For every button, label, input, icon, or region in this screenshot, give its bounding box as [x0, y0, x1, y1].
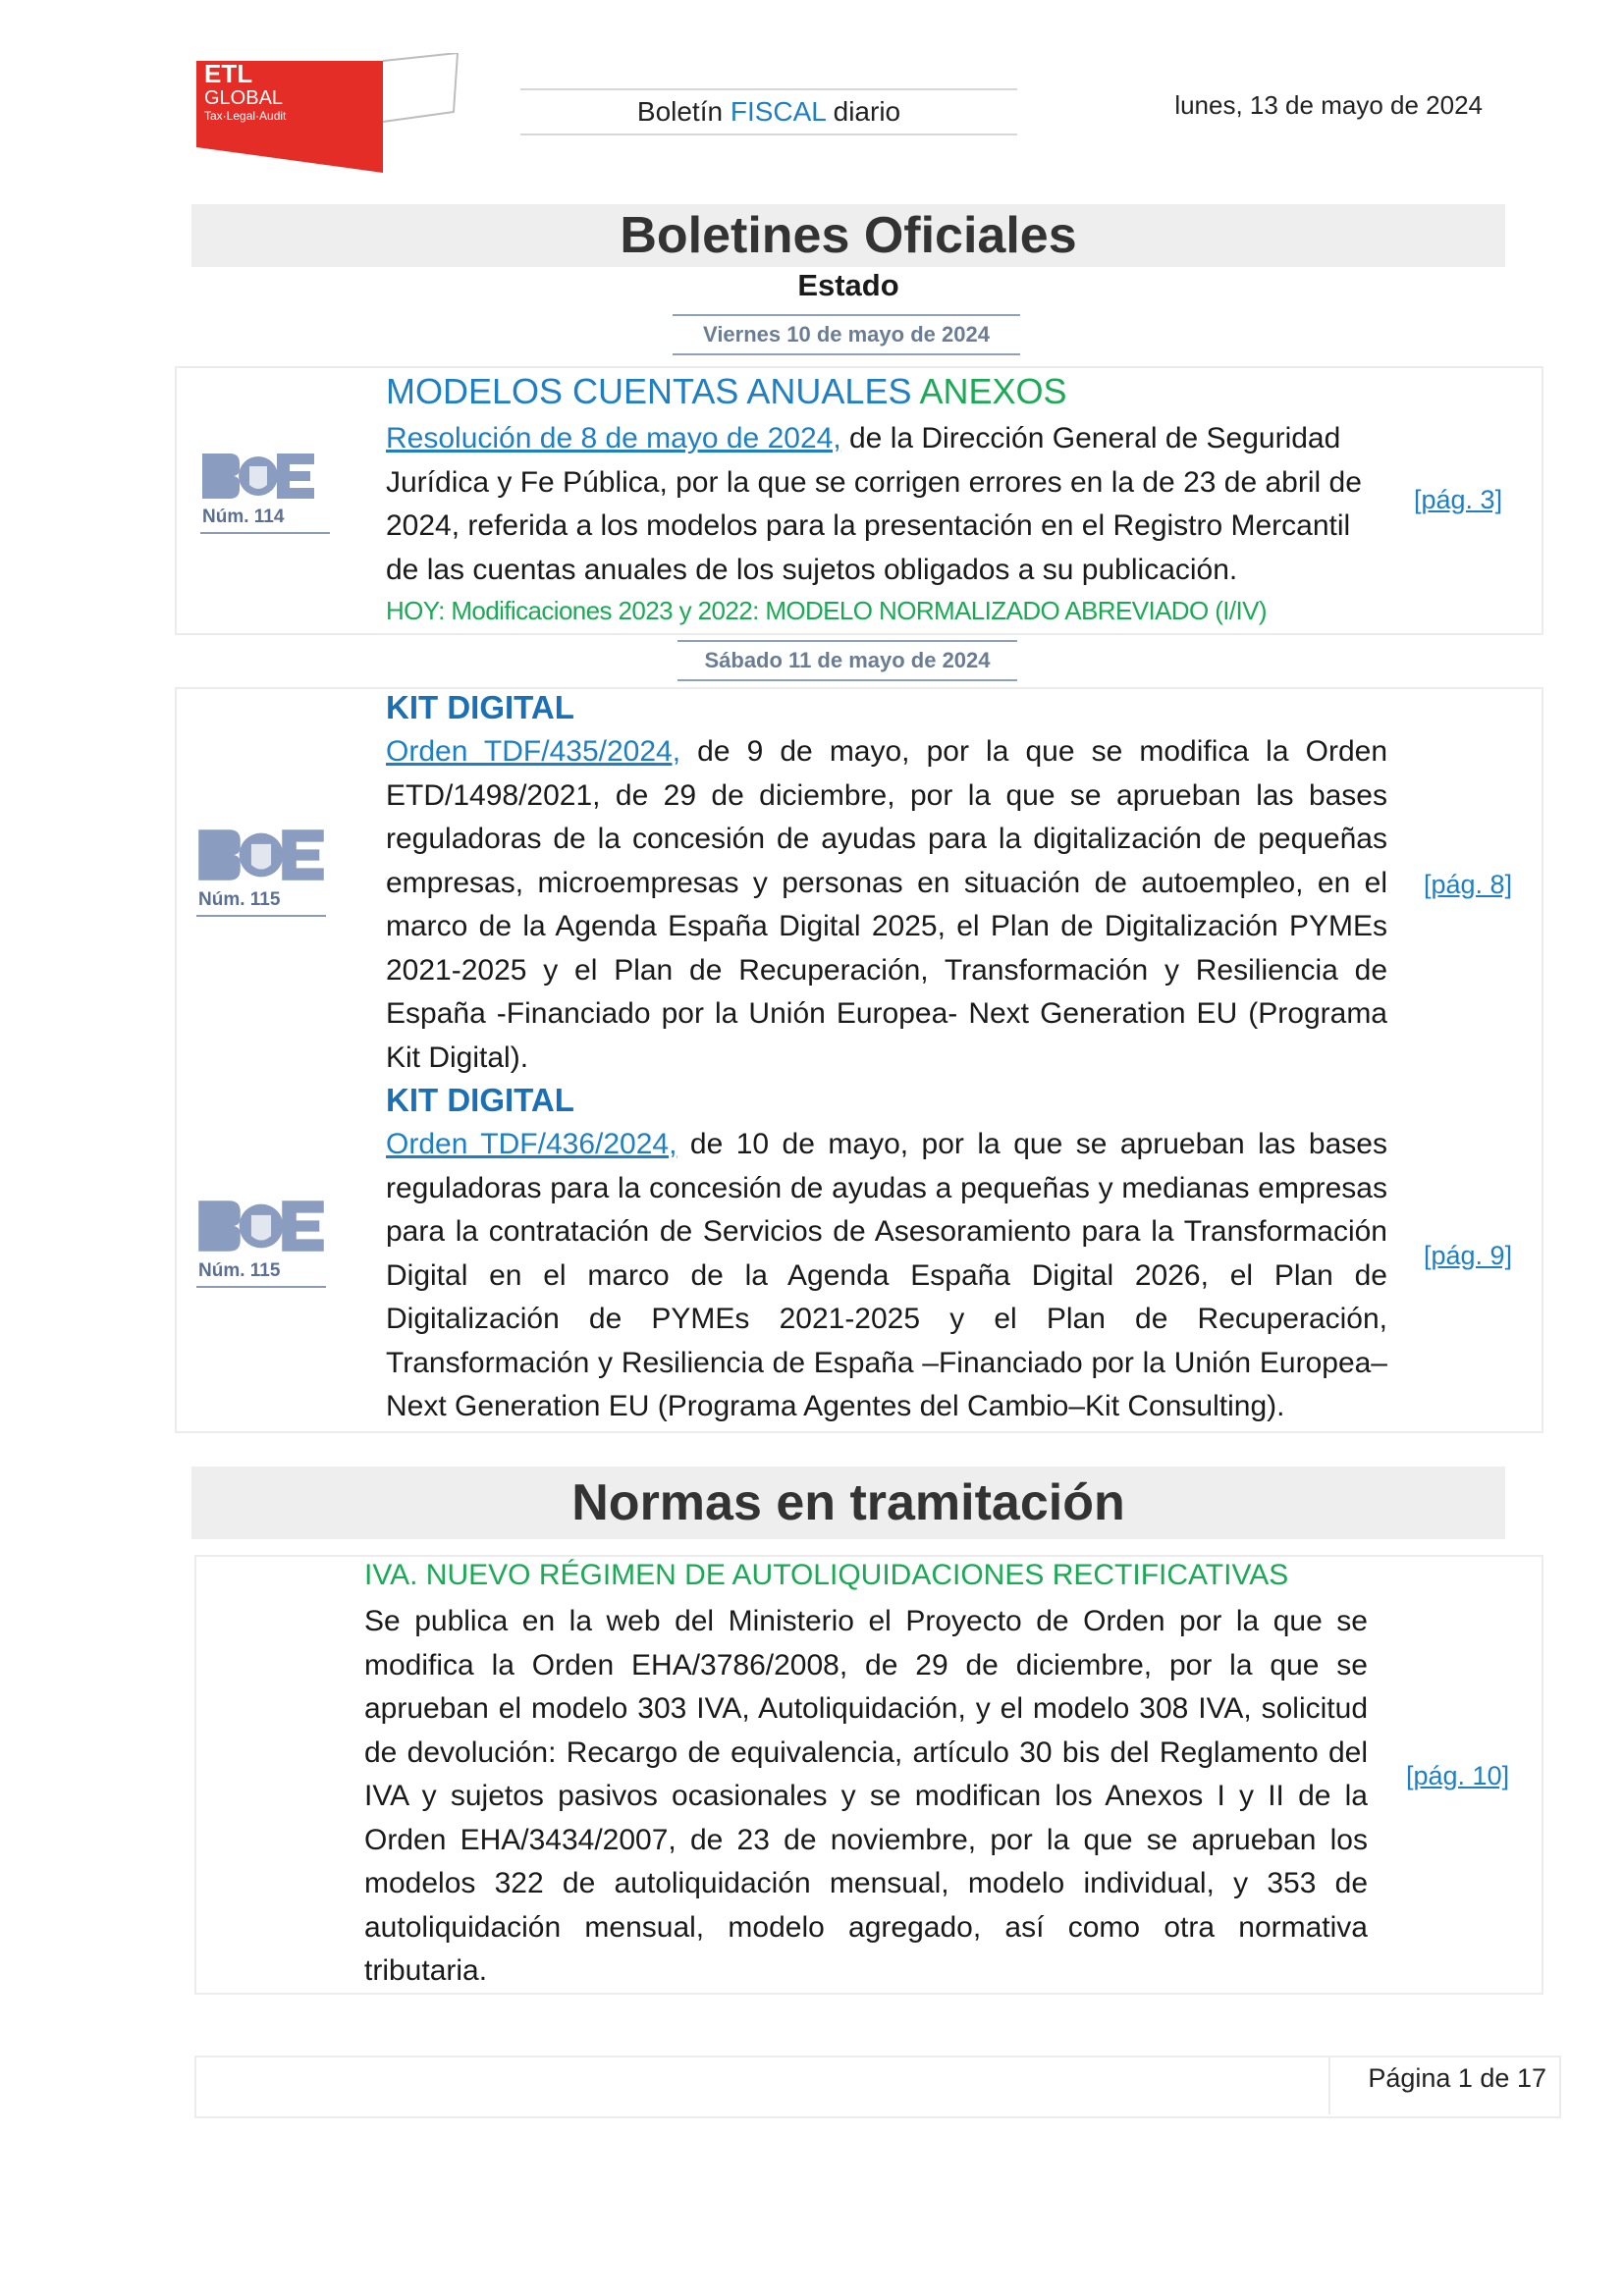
page-link-8[interactable]: [pág. 8]: [1424, 870, 1513, 899]
orden-435-link[interactable]: Orden TDF/435/2024,: [386, 735, 681, 768]
boe-badge: [196, 828, 326, 917]
section-subtitle-estado: Estado: [797, 268, 899, 302]
logo-line2: GLOBAL: [204, 87, 284, 109]
entry-title: MODELOS CUENTAS ANUALES ANEXOS: [386, 371, 1067, 411]
footer-divider: [1328, 2056, 1330, 2114]
boe-number: Núm. 114: [200, 507, 330, 534]
entry-body-orden-435: Orden TDF/435/2024, de 9 de mayo, por la que se modifica la Orden ETD/1498/2021, de 29 de diciembre, por la que se aprueban las bases reguladoras de la concesión de ayudas para la digitalización de pequeñas empresas, microempresas y personas en situación de autoempleo, en el marco de la Agenda España Digital 2025, el Plan de Digitalización PYMEs 2021-2025 y el Plan de Recuperación, Transformación y Resiliencia de España -Financiado por la Unión Europea- Next Generation EU (Programa Kit Digital).: [386, 735, 1387, 1074]
logo-line3: Tax·Legal·Audit: [204, 109, 287, 123]
boe-number: Núm. 115: [196, 889, 326, 917]
entry-title-iva: IVA. NUEVO RÉGIMEN DE AUTOLIQUIDACIONES RECTIFICATIVAS: [364, 1559, 1289, 1591]
boe-badge: [196, 1200, 326, 1288]
day-label-friday: Viernes 10 de mayo de 2024: [673, 314, 1020, 355]
entry-body-resolucion: Resolución de 8 de mayo de 2024, de la Dirección General de Seguridad Jurídica y Fe Pública, por la que se corrigen errores en la de 23 de abril de 2024, referida a los modelos para la presentación en el Registro Mercantil de las cuentas anuales de los sujetos obligados a su publicación.: [386, 422, 1362, 586]
entry-body-iva: Se publica en la web del Ministerio el Proyecto de Orden por la que se modifica la Orden EHA/3786/2008, de 29 de diciembre, por la que se aprueban el modelo 303 IVA, Autoliquidación, y el modelo 308 IVA, solicitud de devolución: Recargo de equivalencia, artículo 30 bis del Reglamento del IVA y sujetos pasivos ocasionales y se modifican los Anexos I y II de la Orden EHA/3434/2007, de 23 de noviembre, por la que se aprueban los modelos 322 de autoliquidación mensual, modelo individual, y 353 de autoliquidación mensual, modelo agregado, así como otra normativa tributaria.: [364, 1605, 1368, 1987]
entry-title-kit-digital-1: KIT DIGITAL: [386, 689, 574, 725]
page-link-3[interactable]: [pág. 3]: [1414, 485, 1503, 514]
page-link-10[interactable]: [pág. 10]: [1406, 1761, 1510, 1790]
section-title-normas: Normas en tramitación: [191, 1467, 1505, 1539]
boe-badge: [200, 454, 330, 534]
section-title-boletines: Boletines Oficiales: [191, 204, 1505, 267]
boe-logo-icon: [200, 454, 316, 499]
header-date: lunes, 13 de mayo de 2024: [1174, 90, 1483, 120]
logo-line1: ETL: [204, 59, 253, 88]
orden-436-link[interactable]: Orden TDF/436/2024,: [386, 1128, 677, 1160]
etl-global-logo: [196, 53, 460, 173]
entry-body-orden-436: Orden TDF/436/2024, de 10 de mayo, por la que se aprueban las bases reguladoras para la concesión de ayudas a pequeñas y medianas empresas para la contratación de Servicios de Asesoramiento para la Transformación Digital en el marco de la Agenda España Digital 2026, el Plan de Digitalización de PYMEs 2021-2025 y el Plan de Recuperación, Transformación y Resiliencia de España –Financiado por la Unión Europea– Next Generation EU (Programa Agentes del Cambio–Kit Consulting).: [386, 1128, 1387, 1422]
entry-title-kit-digital-2: KIT DIGITAL: [386, 1082, 574, 1118]
boe-logo-icon: [196, 828, 326, 881]
resolucion-link[interactable]: Resolución de 8 de mayo de 2024,: [386, 422, 841, 454]
masthead-title: Boletín FISCAL diario: [520, 88, 1017, 135]
page-counter: Página 1 de 17: [1368, 2063, 1546, 2093]
page-link-9[interactable]: [pág. 9]: [1424, 1241, 1513, 1270]
boe-logo-icon: [196, 1200, 326, 1253]
today-note: HOY: Modificaciones 2023 y 2022: MODELO NORMALIZADO ABREVIADO (I/IV): [386, 596, 1267, 625]
boe-number: Núm. 115: [196, 1260, 326, 1288]
day-label-saturday: Sábado 11 de mayo de 2024: [677, 640, 1017, 681]
